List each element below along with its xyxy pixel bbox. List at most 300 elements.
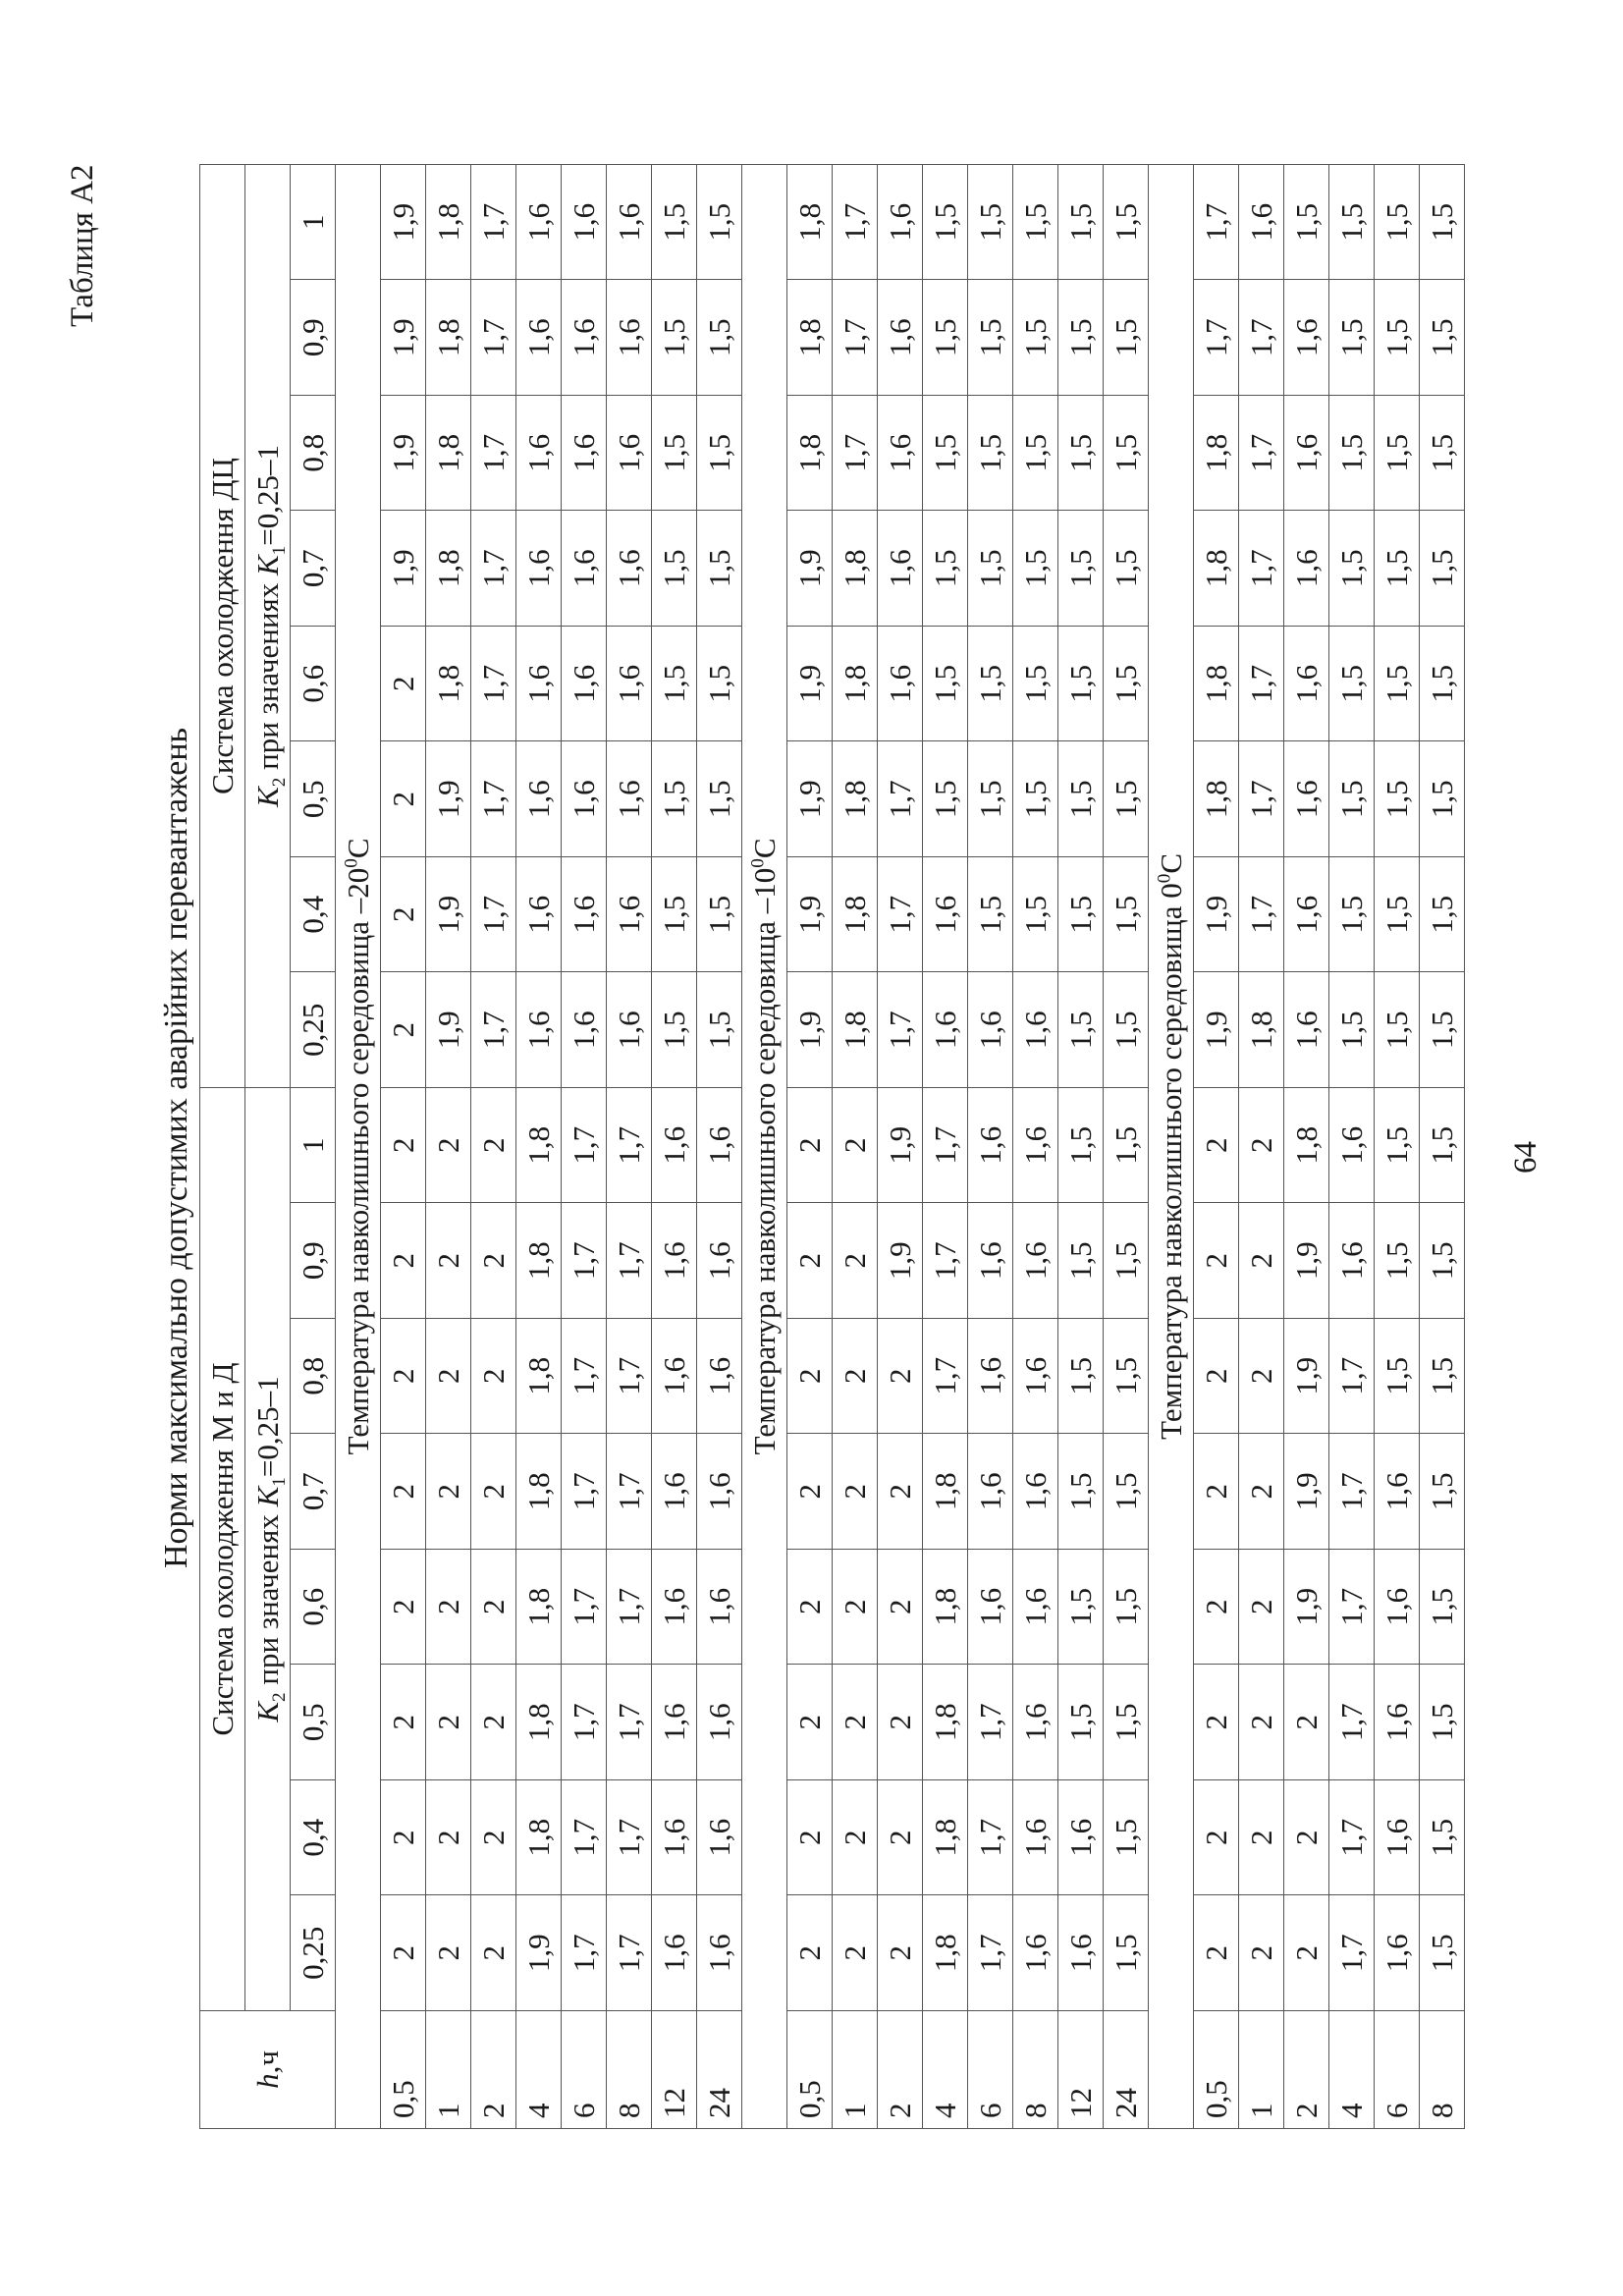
k2-cell-dc: 1,5 (697, 164, 742, 280)
k2-cell-m-d: 1,5 (1420, 1665, 1465, 1780)
k2-cell-m-d: 1,6 (697, 1434, 742, 1550)
table-row (923, 164, 968, 2128)
k2-cell-dc: 1,5 (697, 396, 742, 512)
k2-cell-dc: 1,9 (1194, 857, 1239, 973)
section-title-degree: 0 (341, 858, 362, 868)
k2-cell-dc: 1,8 (833, 511, 878, 627)
k2-cell-m-d: 1,9 (516, 1895, 562, 2011)
k2-cell-m-d: 1,6 (1013, 1319, 1058, 1435)
k2-cell-dc: 1,6 (607, 741, 652, 857)
k2-cell-dc: 1,5 (1104, 396, 1149, 512)
k2-cell-m-d: 1,6 (697, 1665, 742, 1780)
k2-cell-dc: 1,5 (1104, 164, 1149, 280)
k2-cell-m-d: 1,6 (697, 1319, 742, 1435)
k2-cell-m-d: 1,7 (923, 1088, 968, 1204)
k2-cell-m-d: 2 (381, 1665, 426, 1780)
k2-cell-m-d: 1,6 (968, 1550, 1013, 1666)
table-row (1329, 164, 1375, 2128)
k2-cell-m-d: 1,6 (1013, 1434, 1058, 1550)
k2-cell-m-d: 2 (426, 1434, 471, 1550)
k2-cell-dc: 1,5 (652, 164, 697, 280)
k2-cell-m-d: 1,5 (1420, 1550, 1465, 1666)
k2-cell-dc: 2 (381, 857, 426, 973)
k2-cell-m-d: 1,5 (1104, 1780, 1149, 1896)
overload-norms-table (199, 164, 1465, 2129)
k2-cell-dc: 1,9 (426, 857, 471, 973)
k2-cell-dc: 1,5 (1104, 972, 1149, 1088)
k2-cell-m-d: 2 (1284, 1780, 1329, 1896)
k2-cell-m-d: 2 (426, 1319, 471, 1435)
k2-cell-dc: 1,6 (516, 627, 562, 742)
k2-cell-m-d: 2 (1239, 1203, 1284, 1319)
section-title-unit: С (1154, 852, 1188, 874)
k2-cell-m-d: 1,8 (516, 1203, 562, 1319)
k2-cell-m-d: 2 (878, 1434, 923, 1550)
k2-cell-m-d: 1,5 (1420, 1203, 1465, 1319)
k2-cell-m-d: 1,6 (1058, 1780, 1104, 1896)
k2-cell-m-d: 1,6 (652, 1319, 697, 1435)
section-title-text: Температура навколишнього середовища –10 (747, 867, 782, 1455)
k2-cell-m-d: 1,7 (607, 1088, 652, 1204)
k2-cell-m-d: 2 (471, 1550, 516, 1666)
k2-cell-dc: 1,9 (381, 396, 426, 512)
k2-cell-dc: 1,6 (562, 741, 607, 857)
k2-cell-m-d: 1,6 (652, 1550, 697, 1666)
k2-cell-m-d: 1,9 (1284, 1550, 1329, 1666)
table-row (1420, 164, 1465, 2128)
k2-cell-dc: 1,5 (1013, 396, 1058, 512)
k2-cell-m-d: 1,6 (697, 1550, 742, 1666)
k2-cell-m-d: 1,5 (1420, 1434, 1465, 1550)
k2-cell-m-d: 2 (787, 1203, 833, 1319)
k2-cell-dc: 1,6 (1239, 164, 1284, 280)
k2-cell-m-d: 2 (833, 1550, 878, 1666)
k2-cell-dc: 1,6 (607, 972, 652, 1088)
k2-cell-dc: 1,5 (1013, 857, 1058, 973)
k2-cell-m-d: 1,6 (1013, 1550, 1058, 1666)
k2-cell-m-d: 1,6 (1013, 1665, 1058, 1780)
k2-cell-dc: 1,5 (923, 741, 968, 857)
k2-cell-dc: 1,5 (1058, 741, 1104, 857)
k2-cell-dc: 1,9 (426, 972, 471, 1088)
k2-cell-dc: 1,5 (1375, 511, 1420, 627)
k2-cell-dc: 1,5 (1329, 627, 1375, 742)
h-cell: 6 (968, 2011, 1013, 2129)
k2-cell-m-d: 1,5 (1104, 1203, 1149, 1319)
k2-cell-dc: 1,5 (652, 627, 697, 742)
k2-cell-m-d: 2 (1194, 1780, 1239, 1896)
h-cell: 8 (1420, 2011, 1465, 2129)
k2-cell-dc: 1,7 (471, 857, 516, 973)
k1-value-header: 0,8 (291, 396, 336, 512)
k2-mid-1: при значенях (250, 1506, 285, 1693)
k2-cell-dc: 1,5 (652, 511, 697, 627)
k2-cell-m-d: 1,7 (607, 1203, 652, 1319)
k2-cell-m-d: 2 (878, 1780, 923, 1896)
k2-cell-m-d: 2 (787, 1319, 833, 1435)
k2-cell-m-d: 1,8 (516, 1780, 562, 1896)
k2-cell-dc: 1,5 (652, 280, 697, 396)
k2-cell-dc: 1,5 (697, 857, 742, 973)
k2-cell-m-d: 2 (787, 1895, 833, 2011)
k2-cell-dc: 1,5 (1329, 857, 1375, 973)
k2-cell-m-d: 2 (1239, 1434, 1284, 1550)
k2-cell-m-d: 1,5 (1104, 1319, 1149, 1435)
k2-cell-dc: 1,5 (923, 280, 968, 396)
k2-cell-m-d: 1,6 (1329, 1088, 1375, 1204)
k2-cell-dc: 1,7 (878, 857, 923, 973)
k2-cell-dc: 1,6 (878, 396, 923, 512)
k1-value-header: 1 (291, 164, 336, 280)
k2-cell-m-d: 1,6 (1013, 1088, 1058, 1204)
k2-mid-2: при значениях (250, 575, 285, 778)
k1-tail-2: =0,25–1 (250, 445, 285, 546)
k2-cell-dc: 2 (381, 972, 426, 1088)
k2-cell-m-d: 2 (1194, 1319, 1239, 1435)
k2-cell-dc: 1,9 (1194, 972, 1239, 1088)
k2-cell-m-d: 1,9 (878, 1088, 923, 1204)
k2-cell-dc: 1,5 (1104, 627, 1149, 742)
section-title (1149, 164, 1194, 2128)
table-body (336, 164, 1465, 2128)
k2-cell-dc: 1,6 (516, 511, 562, 627)
k2-cell-dc: 1,7 (1239, 511, 1284, 627)
k2-cell-m-d: 1,7 (607, 1780, 652, 1896)
k2-cell-m-d: 2 (1239, 1088, 1284, 1204)
k2-cell-dc: 1,6 (878, 511, 923, 627)
k2-cell-m-d: 1,7 (923, 1203, 968, 1319)
h-cell: 0,5 (1194, 2011, 1239, 2129)
h-cell: 24 (1104, 2011, 1149, 2129)
k2-cell-dc: 1,6 (516, 741, 562, 857)
k2-cell-m-d: 2 (833, 1088, 878, 1204)
k2-cell-dc: 1,9 (381, 164, 426, 280)
h-var: h (250, 2073, 285, 2089)
k2-cell-m-d: 1,7 (1329, 1665, 1375, 1780)
k2-cell-m-d: 1,5 (1104, 1434, 1149, 1550)
h-cell: 6 (562, 2011, 607, 2129)
h-cell: 8 (1013, 2011, 1058, 2129)
k1-value-header: 0,25 (291, 1895, 336, 2011)
k2-cell-m-d: 2 (1194, 1550, 1239, 1666)
k2-cell-dc: 1,8 (1194, 396, 1239, 512)
k2-cell-dc: 1,5 (923, 396, 968, 512)
k2-cell-dc: 1,9 (381, 280, 426, 396)
k2-cell-dc: 1,8 (787, 396, 833, 512)
k2-cell-dc: 1,8 (1194, 511, 1239, 627)
k2-cell-dc: 1,7 (471, 741, 516, 857)
k2-cell-m-d: 1,6 (1375, 1550, 1420, 1666)
k1-value-header: 0,6 (291, 1550, 336, 1666)
k2-cell-dc: 1,5 (1420, 511, 1465, 627)
section-title-row (1149, 164, 1194, 2128)
k2-cell-m-d: 1,6 (1013, 1895, 1058, 2011)
k2-cell-m-d: 2 (381, 1203, 426, 1319)
k2-cell-m-d: 2 (787, 1550, 833, 1666)
k2-cell-m-d: 1,5 (1420, 1895, 1465, 2011)
k2-cell-dc: 1,6 (562, 511, 607, 627)
k2-cell-dc: 1,5 (923, 627, 968, 742)
k2-cell-dc: 1,8 (426, 511, 471, 627)
k2-cell-dc: 1,6 (562, 280, 607, 396)
table-row (1104, 164, 1149, 2128)
rotated-page (16, 0, 1623, 2296)
k2-cell-dc: 1,6 (562, 627, 607, 742)
k2-cell-dc: 1,5 (1329, 972, 1375, 1088)
k1-sub-1: 1 (269, 1477, 291, 1487)
k2-cell-m-d: 1,9 (1284, 1203, 1329, 1319)
k1-sub-2: 1 (269, 545, 291, 556)
k1-var-2: K (250, 555, 285, 576)
k2-cell-dc: 1,5 (968, 280, 1013, 396)
k2-cell-dc: 1,5 (697, 972, 742, 1088)
h-cell: 1 (1239, 2011, 1284, 2129)
k2-cell-dc: 1,6 (562, 396, 607, 512)
k2-cell-m-d: 1,7 (1329, 1550, 1375, 1666)
k2-cell-dc: 1,7 (471, 280, 516, 396)
k2-cell-dc: 1,5 (968, 741, 1013, 857)
section-title-text: Температура навколишнього середовища 0 (1154, 883, 1188, 1440)
k2-cell-dc: 1,6 (607, 627, 652, 742)
k2-cell-dc: 1,5 (1329, 164, 1375, 280)
k2-var-2: K (250, 787, 285, 807)
k2-cell-m-d: 1,8 (516, 1088, 562, 1204)
h-column-header (200, 2011, 336, 2129)
k2-cell-dc: 1,5 (1375, 857, 1420, 973)
k2-cell-dc: 1,7 (1194, 164, 1239, 280)
k2-cell-m-d: 2 (381, 1550, 426, 1666)
k2-cell-dc: 1,5 (1329, 396, 1375, 512)
k2-cell-dc: 1,5 (1420, 280, 1465, 396)
k2-cell-m-d: 1,8 (516, 1434, 562, 1550)
k2-cell-dc: 1,5 (1058, 164, 1104, 280)
h-cell: 12 (652, 2011, 697, 2129)
k2-cell-m-d: 1,7 (968, 1895, 1013, 2011)
k2-cell-dc: 1,8 (426, 396, 471, 512)
section-title-degree: 0 (1154, 873, 1175, 884)
k2-cell-dc: 1,9 (787, 857, 833, 973)
k2-cell-dc: 1,5 (968, 164, 1013, 280)
k2-cell-dc: 1,5 (697, 627, 742, 742)
h-cell: 1 (426, 2011, 471, 2129)
table-label: Таблиця А2 (65, 164, 100, 327)
table-row (787, 164, 833, 2128)
h-cell: 6 (1375, 2011, 1420, 2129)
k2-cell-m-d: 2 (426, 1780, 471, 1896)
k2-cell-m-d: 1,6 (968, 1319, 1013, 1435)
k2-cell-dc: 1,7 (1239, 280, 1284, 396)
k2-cell-m-d: 1,8 (516, 1665, 562, 1780)
k2-cell-dc: 1,6 (1284, 396, 1329, 512)
k2-cell-dc: 1,5 (1013, 164, 1058, 280)
k2-cell-m-d: 1,5 (1058, 1319, 1104, 1435)
k2-cell-m-d: 2 (471, 1780, 516, 1896)
k1-var-1: K (250, 1486, 285, 1507)
k1-value-header: 0,4 (291, 857, 336, 973)
k2-cell-dc: 1,6 (878, 280, 923, 396)
k2-cell-dc: 1,6 (878, 627, 923, 742)
k2-cell-dc: 1,6 (1284, 857, 1329, 973)
h-cell: 0,5 (787, 2011, 833, 2129)
k2-cell-m-d: 1,7 (1329, 1434, 1375, 1550)
k2-cell-m-d: 1,7 (562, 1434, 607, 1550)
k2-cell-m-d: 2 (878, 1665, 923, 1780)
k2-cell-dc: 1,5 (1375, 972, 1420, 1088)
k2-cell-m-d: 2 (833, 1434, 878, 1550)
k2-cell-dc: 1,5 (1420, 857, 1465, 973)
k2-cell-m-d: 2 (426, 1665, 471, 1780)
k2-cell-m-d: 1,6 (968, 1434, 1013, 1550)
k2-cell-m-d: 1,7 (968, 1780, 1013, 1896)
header-row-k2 (245, 164, 291, 2128)
k1-value-header: 0,7 (291, 511, 336, 627)
k2-cell-m-d: 2 (381, 1434, 426, 1550)
k2-cell-dc: 1,5 (1420, 972, 1465, 1088)
k2-cell-m-d: 2 (1284, 1665, 1329, 1780)
k2-cell-dc: 1,5 (697, 741, 742, 857)
k2-cell-dc: 1,8 (426, 280, 471, 396)
k2-cell-dc: 1,5 (1375, 164, 1420, 280)
k2-cell-m-d: 1,6 (1375, 1780, 1420, 1896)
k2-cell-dc: 1,5 (1375, 280, 1420, 396)
k2-cell-dc: 1,7 (471, 396, 516, 512)
k2-cell-dc: 1,8 (787, 164, 833, 280)
k2-cell-dc: 1,8 (1194, 741, 1239, 857)
system-2-header: Система охолодження ДЦ (200, 164, 245, 1087)
k2-cell-dc: 1,6 (923, 857, 968, 973)
k2-cell-dc: 1,5 (1375, 396, 1420, 512)
k2-cell-dc: 1,6 (1284, 741, 1329, 857)
k2-cell-dc: 1,7 (1239, 857, 1284, 973)
table-row (1194, 164, 1239, 2128)
k2-cell-m-d: 2 (833, 1203, 878, 1319)
table-title: Норми максимально допустимих аварійних перевантажень (158, 727, 194, 1569)
k2-cell-dc: 1,6 (607, 511, 652, 627)
k2-cell-m-d: 2 (1239, 1550, 1284, 1666)
h-cell: 12 (1058, 2011, 1104, 2129)
k2-cell-m-d: 2 (1239, 1895, 1284, 2011)
k2-cell-dc: 1,5 (1058, 280, 1104, 396)
table-row (471, 164, 516, 2128)
k2-cell-dc: 1,5 (1058, 627, 1104, 742)
k2-cell-dc: 1,5 (697, 511, 742, 627)
k2-cell-m-d: 1,7 (1329, 1895, 1375, 2011)
k2-cell-dc: 1,6 (516, 280, 562, 396)
k2-cell-m-d: 2 (787, 1780, 833, 1896)
h-cell: 24 (697, 2011, 742, 2129)
k2-cell-dc: 1,6 (1284, 972, 1329, 1088)
k2-cell-dc: 1,5 (1104, 741, 1149, 857)
k2-cell-dc: 1,8 (833, 627, 878, 742)
page-number: 64 (1508, 1141, 1543, 1174)
k2-cell-m-d: 1,5 (1375, 1088, 1420, 1204)
k2-cell-m-d: 1,8 (923, 1550, 968, 1666)
k2-cell-dc: 1,6 (607, 396, 652, 512)
k2-cell-m-d: 1,7 (607, 1665, 652, 1780)
k2-cell-dc: 1,5 (1013, 280, 1058, 396)
table-row (878, 164, 923, 2128)
section-title-unit: С (341, 838, 375, 859)
header-row-systems (200, 164, 245, 2128)
h-cell: 0,5 (381, 2011, 426, 2129)
k1-value-header: 0,4 (291, 1780, 336, 1896)
k2-cell-m-d: 1,8 (516, 1550, 562, 1666)
h-cell: 8 (607, 2011, 652, 2129)
k2-cell-m-d: 2 (787, 1088, 833, 1204)
k2-cell-m-d: 1,7 (562, 1203, 607, 1319)
k1-value-header: 0,5 (291, 741, 336, 857)
k2-cell-m-d: 2 (426, 1088, 471, 1204)
k2-cell-m-d: 2 (381, 1895, 426, 2011)
k2-cell-dc: 1,7 (878, 741, 923, 857)
table-row (607, 164, 652, 2128)
k2-cell-m-d: 2 (1194, 1088, 1239, 1204)
k2-cell-dc: 1,6 (516, 857, 562, 973)
k2-cell-dc: 1,5 (968, 396, 1013, 512)
table-row (1239, 164, 1284, 2128)
k2-cell-m-d: 1,5 (1420, 1780, 1465, 1896)
k2-cell-m-d: 1,7 (562, 1550, 607, 1666)
k2-cell-m-d: 2 (1194, 1895, 1239, 2011)
section-title-row (742, 164, 787, 2128)
k2-cell-m-d: 2 (1239, 1319, 1284, 1435)
k2-cell-m-d: 2 (471, 1319, 516, 1435)
k2-cell-m-d: 2 (426, 1550, 471, 1666)
k2-cell-dc: 1,7 (833, 280, 878, 396)
k2-cell-dc: 1,6 (1284, 511, 1329, 627)
k2-cell-dc: 2 (381, 741, 426, 857)
k2-cell-dc: 1,5 (1058, 857, 1104, 973)
k2-cell-m-d: 2 (878, 1319, 923, 1435)
k2-cell-m-d: 1,6 (968, 1088, 1013, 1204)
k2-cell-m-d: 2 (471, 1665, 516, 1780)
h-cell: 4 (1329, 2011, 1375, 2129)
k2-cell-dc: 1,6 (607, 857, 652, 973)
k2-cell-dc: 1,8 (426, 164, 471, 280)
k2-cell-dc: 1,5 (1329, 741, 1375, 857)
k2-cell-dc: 1,6 (968, 972, 1013, 1088)
k2-cell-m-d: 2 (1194, 1203, 1239, 1319)
k2-cell-m-d: 1,7 (607, 1319, 652, 1435)
k2-cell-m-d: 2 (787, 1434, 833, 1550)
k2-cell-m-d: 1,5 (1420, 1088, 1465, 1204)
table-row (426, 164, 471, 2128)
k2-cell-m-d: 1,6 (697, 1895, 742, 2011)
k2-cell-dc: 1,7 (471, 972, 516, 1088)
k2-cell-m-d: 2 (878, 1895, 923, 2011)
k2-cell-dc: 1,8 (1239, 972, 1284, 1088)
table-row (562, 164, 607, 2128)
k2-cell-m-d: 1,6 (1013, 1203, 1058, 1319)
k2-cell-dc: 1,9 (787, 511, 833, 627)
table-header (200, 164, 336, 2128)
k2-cell-m-d: 1,7 (923, 1319, 968, 1435)
k2-cell-dc: 1,8 (426, 627, 471, 742)
k2-cell-m-d: 2 (381, 1319, 426, 1435)
k2-cell-m-d: 1,6 (652, 1434, 697, 1550)
k1-value-header: 0,5 (291, 1665, 336, 1780)
table-row (652, 164, 697, 2128)
k2-cell-dc: 1,6 (1013, 972, 1058, 1088)
k2-cell-dc: 1,6 (516, 396, 562, 512)
k2-cell-m-d: 1,6 (697, 1780, 742, 1896)
k2-cell-m-d: 1,7 (562, 1665, 607, 1780)
k2-cell-m-d: 1,5 (1375, 1319, 1420, 1435)
k2-cell-dc: 1,7 (471, 627, 516, 742)
k2-cell-dc: 1,9 (787, 627, 833, 742)
k2-cell-dc: 1,8 (833, 972, 878, 1088)
k2-cell-m-d: 1,7 (607, 1895, 652, 2011)
